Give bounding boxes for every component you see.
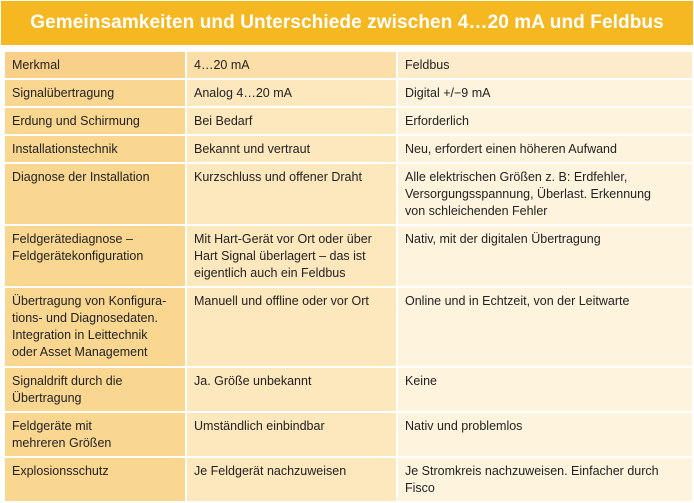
cell-4-20-ma: Ja. Größe unbekannt [186,367,397,412]
cell-feldbus: Online und in Echtzeit, von der Leitwarte [397,287,693,367]
row-label: Erdung und Schirmung [4,107,186,135]
comparison-table [3,50,694,503]
header-4-20-ma: 4…20 mA [186,51,397,79]
table-title: Gemeinsamkeiten und Unterschiede zwischen 4…20 mA und Feldbus [1,1,693,45]
cell-4-20-ma: Kurzschluss und offener Draht [186,163,397,225]
row-label: Signaldrift durch die Übertragung [4,367,186,412]
header-feldbus: Feldbus [397,51,693,79]
row-label: Explosionsschutz [4,457,186,502]
row-label: Übertragung von Konfigura- tions- und Diagnosedaten. Integration in Leittechnik oder Asset Management [4,287,186,367]
row-label: Diagnose der Installation [4,163,186,225]
cell-feldbus: Alle elektrischen Größen z. B: Erdfehler, Versorgungsspannung, Überlast. Erkennung von schleichenden Fehler [397,163,693,225]
cell-feldbus: Nativ und problemlos [397,412,693,457]
cell-feldbus: Nativ, mit der digitalen Übertragung [397,225,693,287]
table-row [4,163,693,225]
row-label: Signalübertragung [4,79,186,107]
cell-4-20-ma: Manuell und offline oder vor Ort [186,287,397,367]
cell-feldbus: Erforderlich [397,107,693,135]
header-merkmal: Merkmal [4,51,186,79]
table-row [4,79,693,107]
row-label: Installationstechnik [4,135,186,163]
table-row [4,135,693,163]
table-row [4,287,693,367]
cell-4-20-ma: Analog 4…20 mA [186,79,397,107]
row-label: Feldgeräte mit mehreren Größen [4,412,186,457]
table-row [4,457,693,502]
cell-feldbus: Digital +/−9 mA [397,79,693,107]
cell-feldbus: Neu, erfordert einen höheren Aufwand [397,135,693,163]
table-row [4,107,693,135]
cell-4-20-ma: Je Feldgerät nachzuweisen [186,457,397,502]
cell-4-20-ma: Bekannt und vertraut [186,135,397,163]
row-label: Feldgerätediagnose – Feldgerätekonfiguration [4,225,186,287]
table-row [4,412,693,457]
cell-4-20-ma: Bei Bedarf [186,107,397,135]
cell-feldbus: Keine [397,367,693,412]
table-header-row [4,51,693,79]
table-row [4,225,693,287]
cell-feldbus: Je Stromkreis nachzuweisen. Einfacher durch Fisco [397,457,693,502]
table-row [4,367,693,412]
cell-4-20-ma: Umständlich einbindbar [186,412,397,457]
cell-4-20-ma: Mit Hart-Gerät vor Ort oder über Hart Signal überlagert – das ist eigentlich auch ein Feldbus [186,225,397,287]
